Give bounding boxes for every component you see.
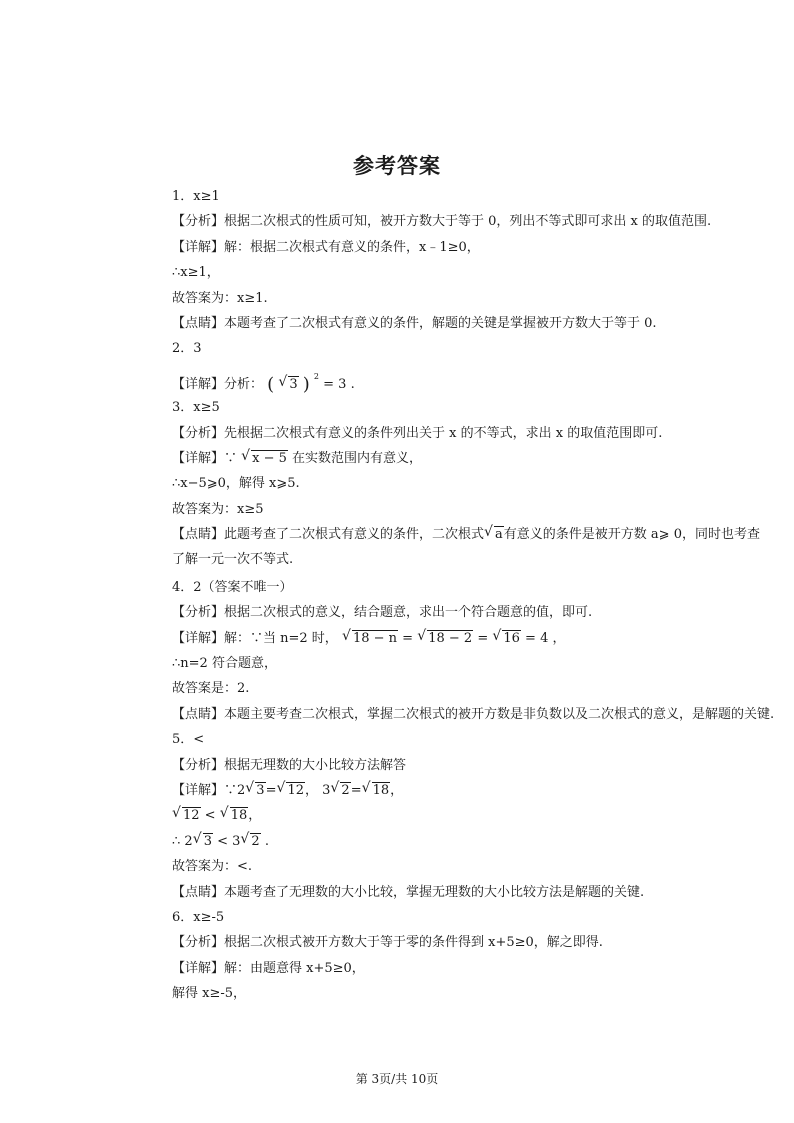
sqrt-expression	[173, 807, 201, 824]
answer-1-result: 故答案为：x≥1.	[172, 290, 268, 306]
sqrt-expression	[343, 630, 398, 647]
answer-3-comment	[172, 522, 760, 573]
radicand: 18 − 2	[428, 630, 473, 646]
sqrt-expression	[279, 374, 298, 395]
radicand: 3	[289, 376, 298, 392]
answer-5-compare	[172, 807, 760, 824]
answer-4-heading: 4．2（答案不唯一）	[172, 579, 293, 595]
radicand: 3	[256, 783, 265, 799]
answer-1-analysis: 【分析】根据二次根式的性质可知，被开方数大于等于 0，列出不等式即可求出 x 的取值范围.	[172, 214, 712, 230]
answer-3-comment-prefix: 【点睛】此题考查了二次根式有意义的条件，二次根式	[172, 527, 485, 543]
answer-2-detail	[172, 366, 760, 395]
equals-sign: =	[350, 783, 362, 799]
answer-4-step: ∴n=2 符合题意，	[172, 656, 277, 672]
left-paren: (	[267, 373, 275, 395]
answer-4-analysis: 【分析】根据二次根式的意义，结合题意，求出一个符合题意的值，即可.	[172, 605, 593, 621]
radicand: 2	[251, 833, 260, 849]
answer-2-heading: 2．3	[172, 341, 202, 357]
answer-5-conclusion	[172, 833, 760, 850]
radicand: 18	[372, 783, 390, 799]
answer-4-result: 故答案是：2.	[172, 681, 250, 697]
answer-3-analysis: 【分析】先根据二次根式有意义的条件列出关于 x 的不等式，求出 x 的取值范围即可.	[172, 425, 663, 441]
radicand: 18	[230, 808, 248, 824]
separator: ， 3	[305, 783, 331, 799]
equals-sign: =	[265, 783, 277, 799]
less-than-sign: < 3	[212, 833, 241, 849]
sqrt-expression	[277, 782, 305, 799]
equals-sign: =	[402, 630, 418, 646]
radicand: 3	[203, 833, 212, 849]
radicand: 16	[503, 630, 520, 646]
answer-2-detail-prefix: 【详解】分析：	[172, 376, 264, 392]
answer-1-step: ∴x≥1，	[172, 265, 220, 281]
sqrt-expression	[418, 630, 473, 647]
sqrt-expression	[221, 807, 249, 824]
answer-2-detail-suffix: = 3 .	[323, 376, 355, 392]
sqrt-expression	[194, 833, 213, 850]
answer-3-detail-suffix: 在实数范围内有意义，	[292, 450, 423, 466]
radicand: 18 − n	[352, 630, 398, 646]
answer-3-detail-prefix: 【详解】∵	[172, 450, 242, 466]
answer-5-result: 故答案为：<.	[172, 859, 253, 875]
answer-5-analysis: 【分析】根据无理数的大小比较方法解答	[172, 757, 407, 773]
sqrt-expression	[363, 782, 391, 799]
right-paren: )	[302, 373, 310, 395]
radicand: 12	[183, 808, 200, 824]
sqrt-expression	[246, 782, 265, 799]
page-footer: 第 3页/共 10页	[355, 1072, 439, 1086]
answer-5-detail	[172, 782, 760, 799]
answer-6-heading: 6．x≥-5	[172, 909, 225, 925]
answer-6-step: 解得 x≥-5，	[172, 986, 247, 1002]
answer-4-detail-prefix: 【详解】解：∵当 n=2 时，	[172, 630, 338, 646]
radicand: a	[495, 527, 503, 543]
answer-3-detail	[172, 450, 760, 467]
answer-3-comment-suffix: 有意义的条件是被开方数 a⩾ 0，同时也考查了解一元一次不等式.	[172, 527, 760, 568]
answer-5-comment: 【点睛】本题考查了无理数的大小比较，掌握无理数的大小比较方法是解题的关键.	[172, 884, 645, 900]
answer-3-result: 故答案为：x≥5	[172, 501, 264, 517]
answer-5-conclusion-suffix: .	[260, 833, 269, 849]
answer-3-heading: 3．x≥5	[172, 400, 220, 416]
answer-6-detail: 【详解】解：由题意得 x+5≥0，	[172, 960, 365, 976]
answer-4-detail	[172, 630, 760, 647]
answer-5-detail-suffix: ，	[390, 783, 404, 799]
sqrt-expression	[493, 630, 521, 647]
answer-5-compare-suffix: ，	[248, 808, 262, 824]
sqrt-expression	[485, 522, 504, 547]
answer-1-heading: 1．x≥1	[172, 189, 220, 204]
answer-1-comment: 【点睛】本题考查了二次根式有意义的条件，解题的关键是掌握被开方数大于等于 0.	[172, 315, 657, 331]
page-title: 参考答案	[353, 154, 441, 178]
radicand: 2	[341, 783, 350, 799]
answer-5-conclusion-prefix: ∴ 2	[172, 833, 193, 849]
answer-content	[172, 188, 775, 1011]
answer-6-analysis: 【分析】根据二次根式被开方数大于等于零的条件得到 x+5≥0，解之即得.	[172, 935, 603, 951]
equals-sign: =	[477, 630, 493, 646]
answer-5-heading: 5．<	[172, 732, 205, 748]
sqrt-expression	[241, 833, 260, 850]
answer-4-detail-suffix: = 4 ，	[525, 630, 566, 646]
less-than-sign: <	[200, 808, 220, 824]
answer-4-comment: 【点睛】本题主要考查二次根式，掌握二次根式的被开方数是非负数以及二次根式的意义，是解题的关键.	[172, 706, 775, 722]
sqrt-expression	[331, 782, 350, 799]
radicand: 12	[287, 783, 305, 799]
radicand: x − 5	[252, 450, 287, 466]
answer-3-step: ∴x−5⩾0，解得 x⩾5.	[172, 476, 300, 492]
sqrt-expression	[242, 450, 288, 467]
exponent: 2	[313, 371, 320, 381]
answer-5-detail-prefix: 【详解】∵2	[172, 783, 246, 799]
answer-1-detail: 【详解】解：根据二次根式有意义的条件，x﹣1≥0，	[172, 239, 480, 255]
